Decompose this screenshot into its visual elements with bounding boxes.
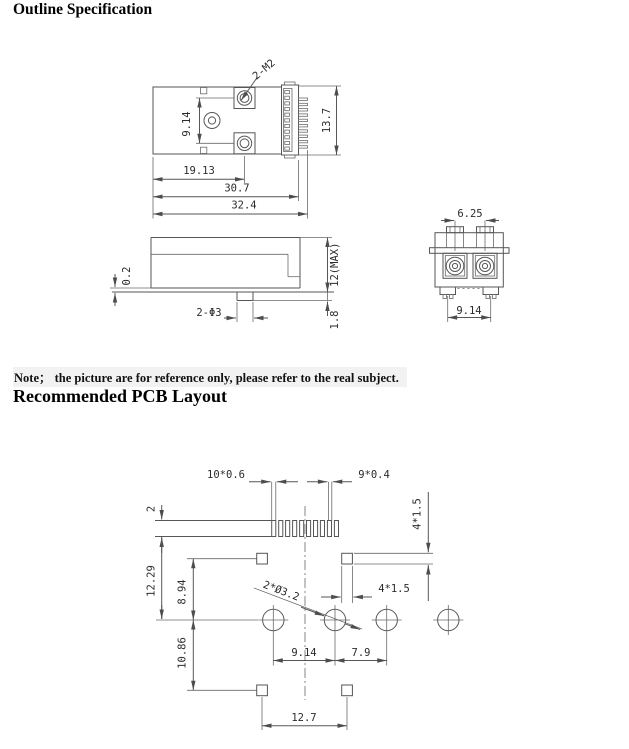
dim-label-square-pad-bottom: 4*1.5 <box>378 583 410 595</box>
dim-label-pad-gap: 9*0.4 <box>358 469 390 481</box>
end-view <box>430 208 510 322</box>
flange-band <box>430 248 510 254</box>
note-text: Note； the picture are for reference only, please refer to the real subject. <box>13 367 407 387</box>
dim-pad-width <box>207 469 298 521</box>
dim-pad-gap <box>307 469 390 521</box>
dim-label-thread: 2-M2 <box>250 56 278 83</box>
side-view <box>110 238 341 330</box>
dim-holes-to-bottom <box>177 620 257 690</box>
dim-label-body-length: 30.7 <box>224 182 250 195</box>
pad-row-band <box>155 521 272 537</box>
dim-label-pad-height: 2 <box>145 505 158 513</box>
callout-post-diameter <box>196 302 268 322</box>
square-pads <box>257 553 353 695</box>
dim-screw-spacing <box>181 98 234 143</box>
dim-hole-spacing-1 <box>273 647 335 661</box>
module-body-outline <box>153 87 282 154</box>
connector-contact-slots <box>285 91 290 151</box>
dim-label-square-pad-right: 4*1.5 <box>411 498 424 530</box>
screw-boss-bottom <box>234 133 255 154</box>
dim-label-hole-diameter: 2*Ø3.2 <box>261 578 301 604</box>
dim-pad-height-and-row-to-holes <box>146 505 162 619</box>
dim-square-pad-bottom <box>321 566 410 603</box>
lc-port-left <box>443 253 467 278</box>
dim-label-bottom-pads: 12.7 <box>291 712 317 724</box>
dim-label-row-to-holes: 12.29 <box>145 565 158 597</box>
dim-hole-spacing-2 <box>335 647 387 661</box>
dim-label-holes-to-bottom: 10.86 <box>176 637 189 669</box>
dim-bottom-pads <box>262 697 347 730</box>
dim-label-max-height: 12(MAX) <box>329 242 341 287</box>
section-title-outline: Outline Specification <box>13 1 153 18</box>
lc-port-right <box>473 253 497 278</box>
dim-body-length <box>153 160 299 201</box>
dim-label-screw-spacing: 9.14 <box>181 111 193 137</box>
mounting-post <box>237 292 253 301</box>
dim-label-pad-width: 10*0.6 <box>207 469 245 481</box>
port-towers <box>447 227 494 248</box>
dim-post-length <box>253 292 341 329</box>
dim-max-height <box>300 238 341 293</box>
top-view <box>153 57 341 219</box>
dim-height <box>299 86 341 155</box>
dim-label-hole-spacing-1: 9.14 <box>291 647 317 659</box>
dim-label-screw-offset: 19.13 <box>183 165 215 177</box>
connector-pins <box>299 98 308 148</box>
screw-boss-top <box>234 88 255 109</box>
side-body-outline <box>151 238 300 289</box>
dim-label-post-diameter: 2-Φ3 <box>196 307 222 319</box>
dim-label-post-length: 1.8 <box>329 310 341 330</box>
connector-housing <box>282 82 299 158</box>
dim-label-pad-to-holes: 8.94 <box>176 579 189 605</box>
pcb-layout-drawing <box>0 455 629 749</box>
center-post <box>204 113 220 129</box>
outline-drawing <box>0 40 629 360</box>
dim-label-hole-spacing-2: 7.9 <box>351 647 371 659</box>
dim-label-port-spacing: 6.25 <box>457 208 483 220</box>
dim-label-height: 13.7 <box>321 107 333 134</box>
dim-label-standoff: 0.2 <box>121 266 133 286</box>
dim-standoff <box>110 267 151 306</box>
dim-label-total-length: 32.4 <box>231 199 257 212</box>
section-title-pcb: Recommended PCB Layout <box>13 386 227 406</box>
dim-pad-to-holes <box>177 559 257 620</box>
dim-label-foot-spacing: 9.14 <box>456 305 482 317</box>
dim-foot-spacing <box>448 296 491 322</box>
